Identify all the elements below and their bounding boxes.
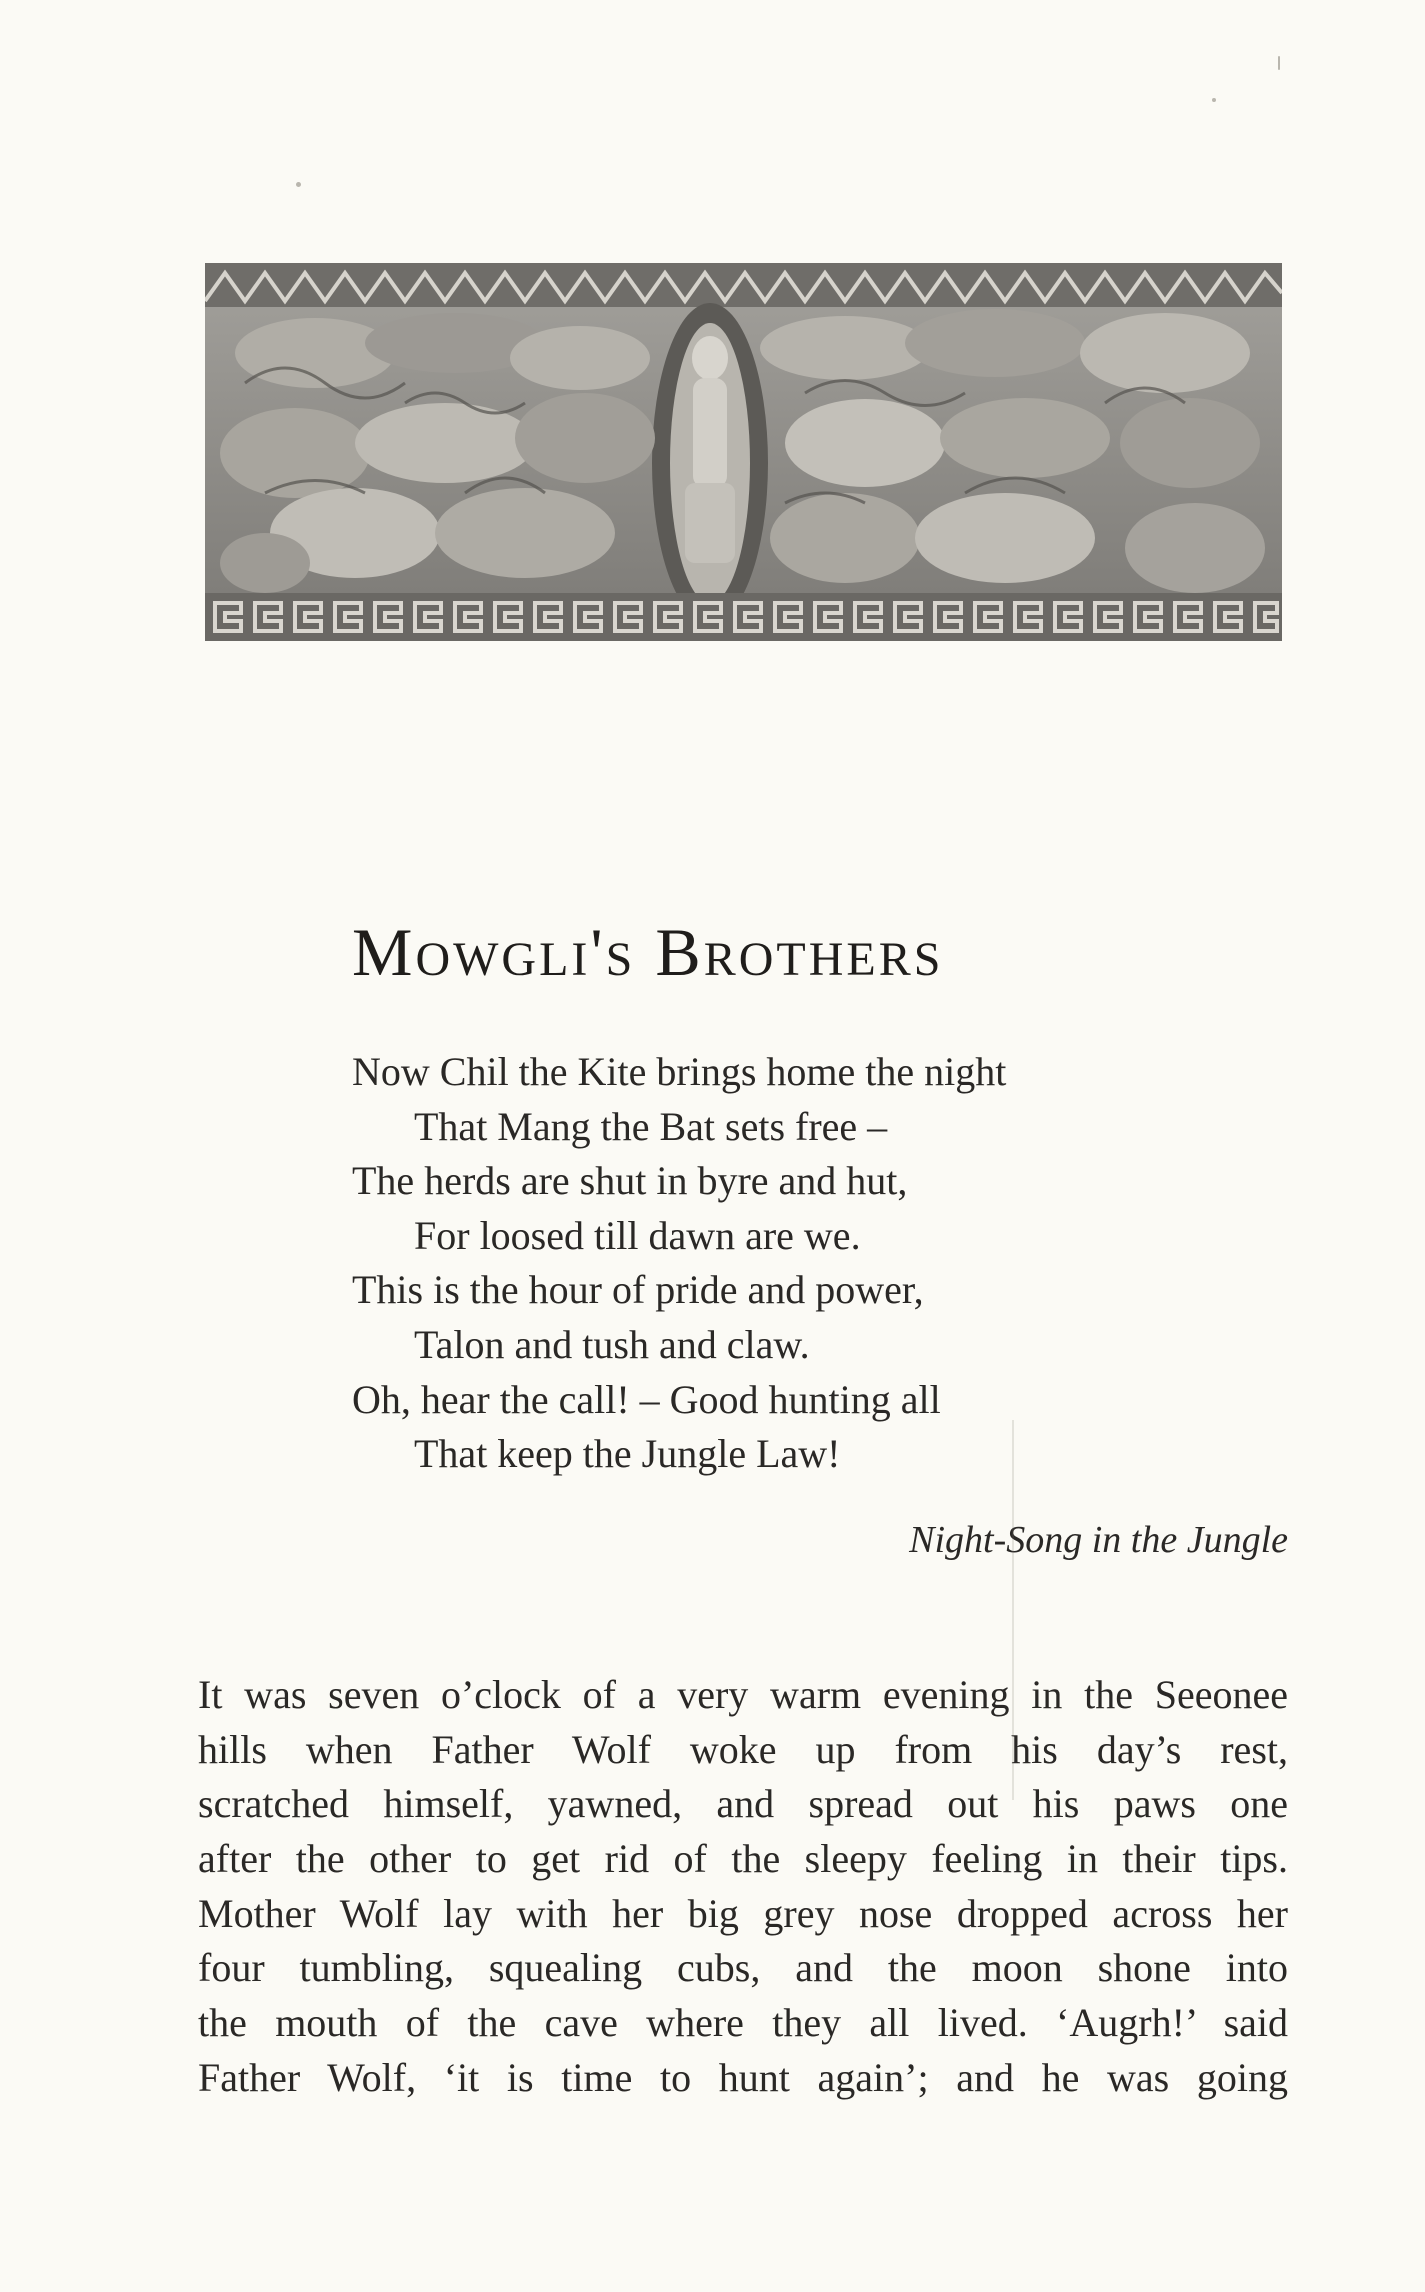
- poem-line: That keep the Jungle Law!: [414, 1431, 841, 1477]
- scan-speck: [1212, 98, 1216, 102]
- paragraph-line: four tumbling, squealing cubs, and the moon shone into: [198, 1945, 1288, 1991]
- paragraph-line: the mouth of the cave where they all lived. ‘Augrh!’ said: [198, 2000, 1288, 2046]
- chapter-title: Mowgli's Brothers: [352, 914, 944, 990]
- poem-line: For loosed till dawn are we.: [414, 1212, 861, 1258]
- poem-line: That Mang the Bat sets free –: [414, 1103, 888, 1149]
- paragraph-line: after the other to get rid of the sleepy feeling in their tips.: [198, 1836, 1288, 1882]
- poem-line: Now Chil the Kite brings home the night: [352, 1049, 1007, 1094]
- paragraph-line: hills when Father Wolf woke up from his day’s rest,: [198, 1726, 1288, 1772]
- poem-line: The herds are shut in byre and hut,: [352, 1158, 908, 1204]
- epigraph-poem: [352, 1045, 1252, 1482]
- paragraph-line: scratched himself, yawned, and spread out his paws one: [198, 1781, 1288, 1827]
- scan-fold-mark: [1012, 1420, 1014, 1800]
- paragraph-line: It was seven o’clock of a very warm evening in the Seeonee: [198, 1672, 1288, 1717]
- poem-line: Talon and tush and claw.: [414, 1321, 810, 1367]
- animal-frieze-illustration: [205, 263, 1282, 641]
- paragraph-line: Father Wolf, ‘it is time to hunt again’; and he was going: [198, 2054, 1288, 2100]
- scan-speck: [296, 182, 301, 187]
- poem-line: Oh, hear the call! – Good hunting all: [352, 1376, 941, 1422]
- body-paragraph: [198, 1668, 1288, 2106]
- scan-speck: [1278, 56, 1280, 70]
- poem-attribution: Night-Song in the Jungle: [909, 1519, 1288, 1561]
- paragraph-line: Mother Wolf lay with her big grey nose dropped across her: [198, 1890, 1288, 1936]
- poem-line: This is the hour of pride and power,: [352, 1267, 924, 1313]
